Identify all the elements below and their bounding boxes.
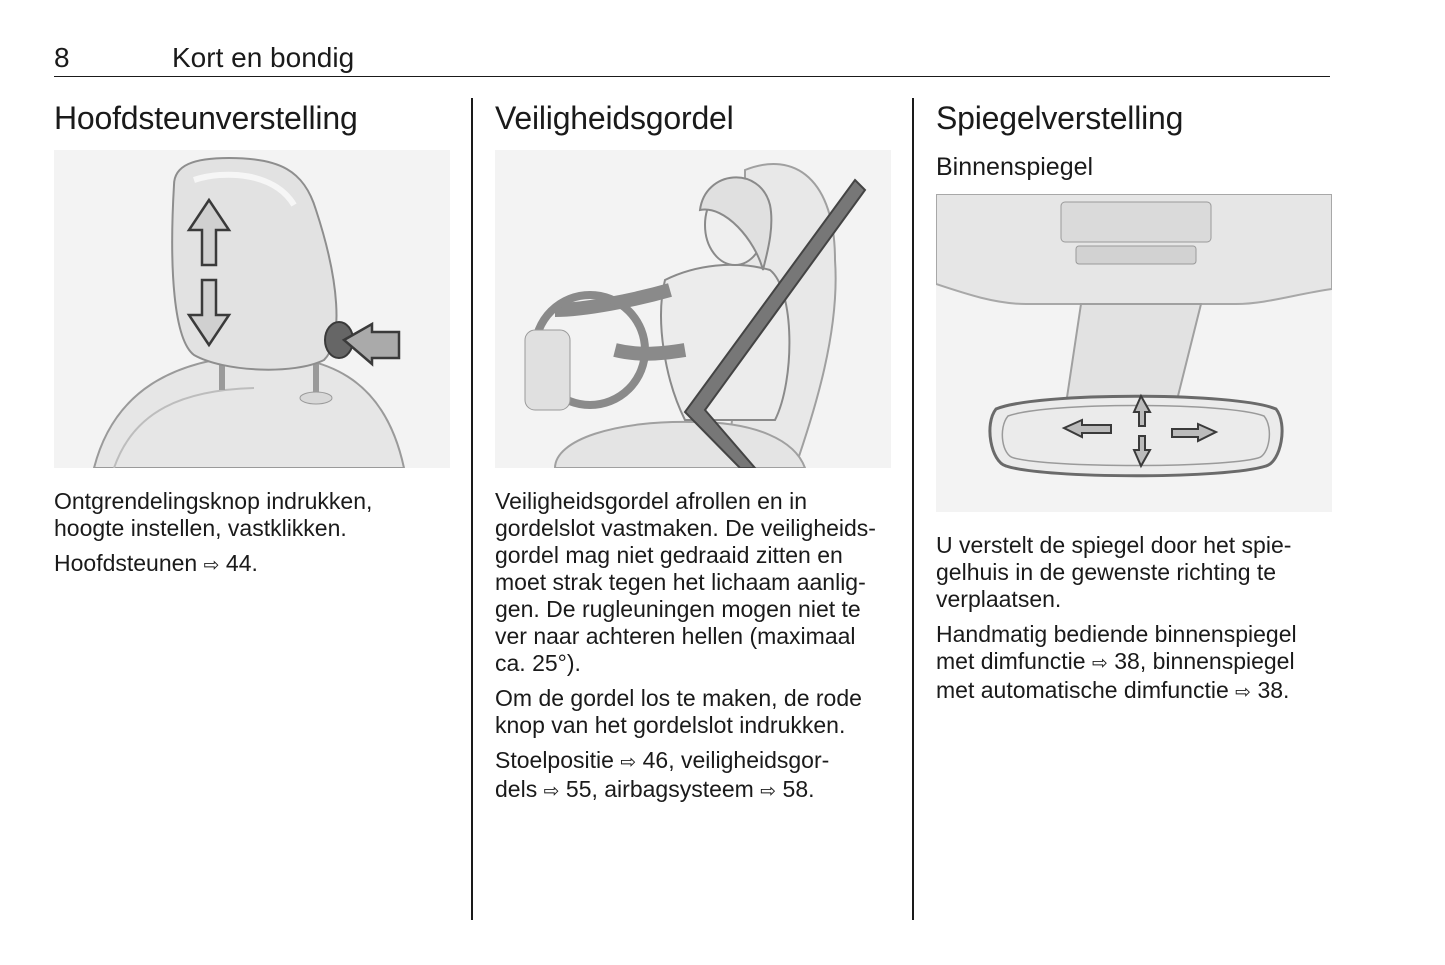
page-number: 8 [54,42,70,73]
reference-text: Handmatig bediende binnenspiegel met dimfunctie ⇨ 38, binnenspiegel met automatische dimfunctie ⇨ 38. [936,621,1297,703]
arrow-ref-icon: ⇨ [1235,682,1252,703]
seatbelt-section [495,98,891,805]
section-heading: Hoofdsteunverstelling [54,100,358,136]
headrest-section [54,98,450,579]
mirror-section [936,98,1332,706]
instruction-text: Ontgrendelingsknop indrukken, hoogte instellen, vastklikken. [54,488,373,541]
running-title: Kort en bondig [172,42,355,73]
subsection-heading: Binnenspiegel [936,153,1094,181]
headrest-illustration [54,150,450,468]
section-heading: Spiegelverstelling [936,100,1184,136]
arrow-ref-icon: ⇨ [620,752,637,773]
column-divider [471,98,473,920]
mirror-illustration [936,194,1332,512]
release-instruction: Om de gordel los te maken, de rode knop van het gordelslot indrukken. [495,685,862,738]
arrow-ref-icon: ⇨ [203,555,220,576]
page-header [54,40,1330,77]
seatbelt-illustration [495,150,891,468]
arrow-ref-icon: ⇨ [760,781,777,802]
section-heading: Veiligheidsgordel [495,100,734,136]
instruction-text: U verstelt de spiegel door het spie- gelhuis in de gewenste richting te verplaatsen. [936,532,1292,612]
arrow-ref-icon: ⇨ [543,781,560,802]
reference-text: Hoofdsteunen ⇨ 44. [54,550,258,576]
reference-text: Stoelpositie ⇨ 46, veiligheidsgor- dels ⇨ 55, airbagsysteem ⇨ 58. [495,747,830,802]
arrow-ref-icon: ⇨ [1091,653,1108,674]
instruction-text: Veiligheidsgordel afrollen en in gordelslot vastmaken. De veiligheids- gordel mag niet gedraaid zitten en moet strak tegen het lichaam aanlig- gen. De rugleuningen mogen niet te ver naar achteren hellen (maximaal ca. 25°). [495,488,876,676]
column-divider [912,98,914,920]
